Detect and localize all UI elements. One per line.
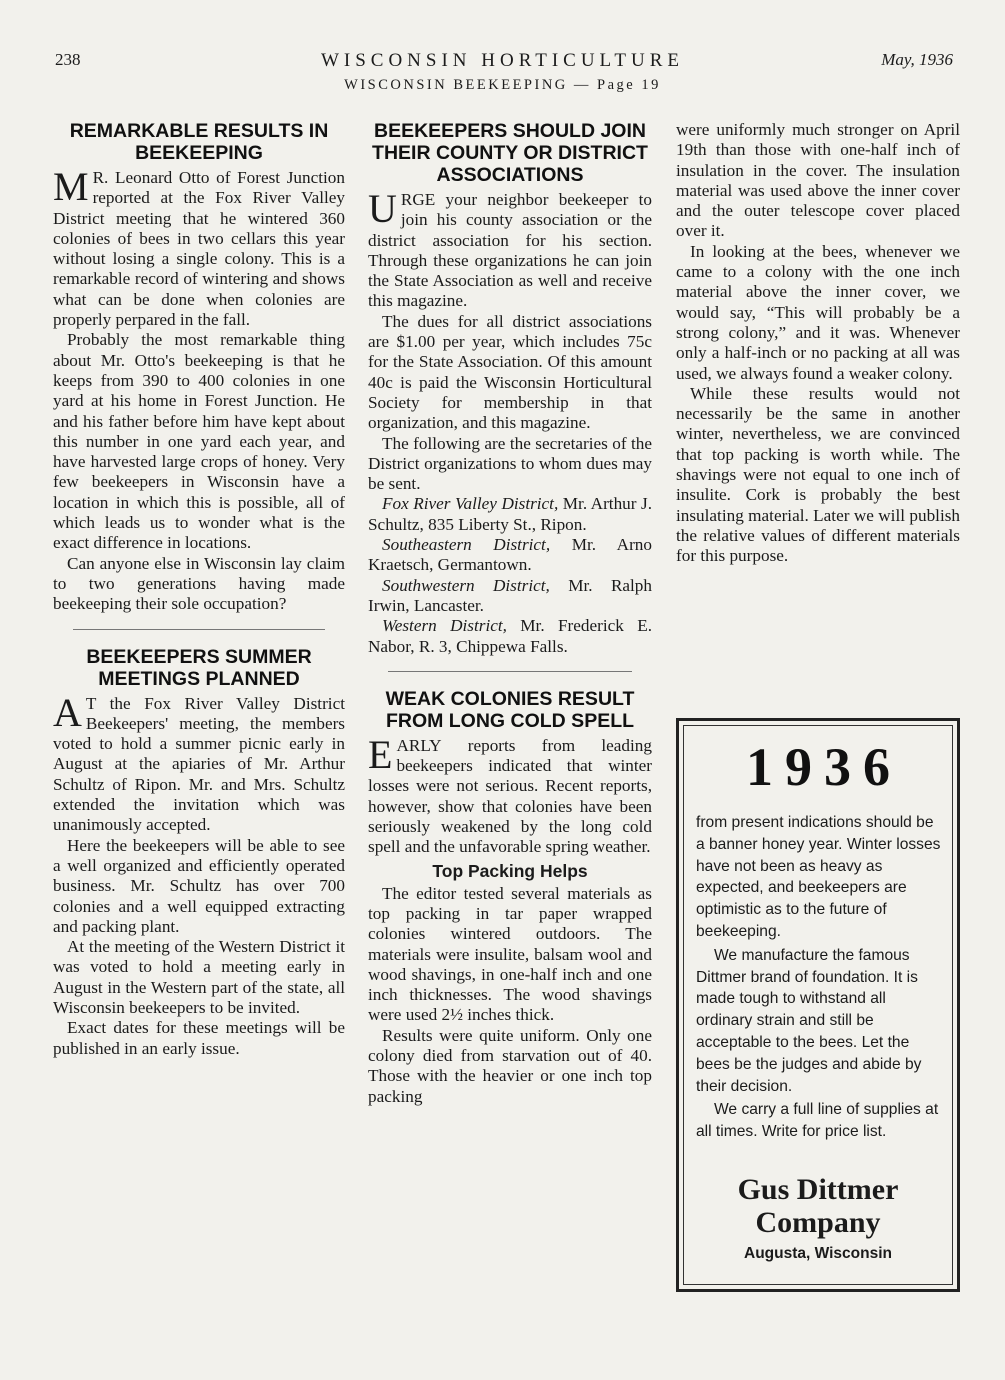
article-title-summer-meetings: BEEKEEPERS SUMMER MEETINGS PLANNED [86, 645, 312, 690]
page-number: 238 [55, 50, 81, 69]
article-title-remarkable-results: REMARKABLE RESULTS IN BEEKEEPING [69, 120, 329, 164]
district-secretary: Western District, Mr. Frederick E. Nabor, R. 3, Chippewa Falls. [368, 616, 652, 656]
ad-year: 1936 [746, 737, 902, 797]
drop-cap: E [368, 731, 393, 777]
article-paragraph: Here the beekeepers will be able to see a well organized and efficiently operated business. Mr. Schultz has over 700 colonies and a well equipped extracting and packing plant. [53, 835, 345, 936]
article-paragraph: M R. Leonard Otto of Forest Junction reported at the Fox River Valley District meeting that he wintered 360 colonies of bees in two cellars this year without losing a single colony. This is a remarkable record of wintering and shows what can be done when colonies are properly perpared in the fall. [53, 164, 345, 330]
article-paragraph: URGE your neighbor beekeeper to join his county association or the district association for his section. Through these organizations he can join the State Association as well and receive this magazine. [368, 186, 652, 311]
article-title-join-associations: BEEKEEPERS SHOULD JOIN THEIR COUNTY OR DISTRICT ASSOCIATIONS [372, 120, 648, 186]
article-paragraph: The editor tested several materials as top packing in tar paper wrapped colonies wintered outdoors. The materials were insulite, balsam wool and wood shavings, in one-half inch and one inch thicknesses. The wood shavings were used 2½ inches thick. [368, 883, 652, 1025]
advertisement-box [676, 718, 960, 1292]
column-middle [368, 120, 652, 1107]
article-paragraph: While these results would not necessarily be the same in another winter, nevertheless, we are convinced that top packing is worth while. The shavings were not equal to one inch of insulite. Cork is probably the best insulating material. Later we will publish the relative values of different materials for this purpose. [676, 383, 960, 566]
district-secretary: Southwestern District, Mr. Ralph Irwin, Lancaster. [368, 575, 652, 615]
ad-paragraph: We manufacture the famous Dittmer brand of foundation. It is made tough to withstand all ordinary strain and still be acceptable to the bees. Let the bees be the judges and abide by their decision. [696, 946, 922, 1095]
section-subtitle: WISCONSIN BEEKEEPING — Page 19 [344, 77, 661, 93]
divider [388, 671, 632, 672]
advertisement-inner [683, 725, 953, 1285]
district-secretary: Fox River Valley District, Mr. Arthur J. Schultz, 835 Liberty St., Ripon. [368, 494, 652, 534]
article-paragraph: The dues for all district associations are $1.00 per year, which includes 75c for the State Association. Of this amount 40c is paid the Wisconsin Horticultural Society for membership in that organization, and this magazine. [368, 311, 652, 433]
ad-company-name: Gus Dittmer Company [737, 1172, 899, 1239]
drop-cap: U [368, 186, 397, 231]
drop-cap: M [53, 164, 89, 209]
page-header [0, 50, 1005, 100]
ad-paragraph: from present indications should be a banner honey year. Winter losses have not been as heavy as expected, and beekeepers are optimistic as to the future of beekeeping. [696, 814, 941, 940]
article-paragraph: EARLY reports from leading beekeepers indicated that winter losses were not serious. Recent reports, however, show that colonies have been seriously weakened by the long cold spell and the unfavorable spring weather. [368, 731, 652, 857]
subheading: Top Packing Helps [432, 860, 588, 881]
article-paragraph: Results were quite uniform. Only one colony died from starvation out of 40. Those with the heavier or one inch top packing [368, 1025, 652, 1106]
column-left [53, 120, 345, 1059]
district-secretary: Southeastern District, Mr. Arno Kraetsch, Germantown. [368, 535, 652, 575]
article-title-weak-colonies: WEAK COLONIES RESULT FROM LONG COLD SPELL [385, 687, 635, 732]
issue-date: May, 1936 [881, 50, 953, 69]
divider [73, 629, 325, 630]
ad-company-location: Augusta, Wisconsin [744, 1244, 892, 1262]
article-paragraph: A T the Fox River Valley District Beekeepers' meeting, the members voted to hold a summer picnic early in August at the apiaries of Mr. Arthur Schultz of Ripon. Mr. and Mrs. Schultz extended the invitation which was unanimously accepted. [53, 689, 345, 835]
ad-paragraph: We carry a full line of supplies at all times. Write for price list. [696, 1101, 939, 1141]
article-paragraph: were uniformly much stronger on April 19th than those with one-half inch of insulation in the cover. The insulation material was used above the inner cover and the outer telescope cover placed over it. [676, 120, 960, 241]
article-paragraph: Probably the most remarkable thing about Mr. Otto's beekeeping is that he keeps from 390 to 400 colonies in one yard at his home in Forest Junction. He and his father before him have kept about this number in one yard each year, and have harvested large crops of honey. Very few beekeepers in Wisconsin have a location in which this is possible, all of which leads us to wonder what is the exact difference in locations. [53, 330, 345, 553]
magazine-title: WISCONSIN HORTICULTURE [320, 50, 685, 71]
article-paragraph: Can anyone else in Wisconsin lay claim to two generations having made beekeeping their sole occupation? [53, 553, 345, 614]
drop-cap: A [53, 689, 82, 735]
article-paragraph: At the meeting of the Western District it was voted to hold a meeting early in August in the Western part of the state, all Wisconsin beekeepers to be invited. [53, 937, 345, 1017]
column-right [676, 120, 960, 567]
article-paragraph: In looking at the bees, whenever we came to a colony with the one inch material above the inner cover, we would say, “This will probably be a strong colony,” and it was. Whenever only a half-inch or no packing at all was used, we always found a weaker colony. [676, 241, 960, 383]
article-paragraph: The following are the secretaries of the District organizations to whom dues may be sent. [368, 433, 652, 494]
article-paragraph: Exact dates for these meetings will be published in an early issue. [53, 1018, 345, 1058]
